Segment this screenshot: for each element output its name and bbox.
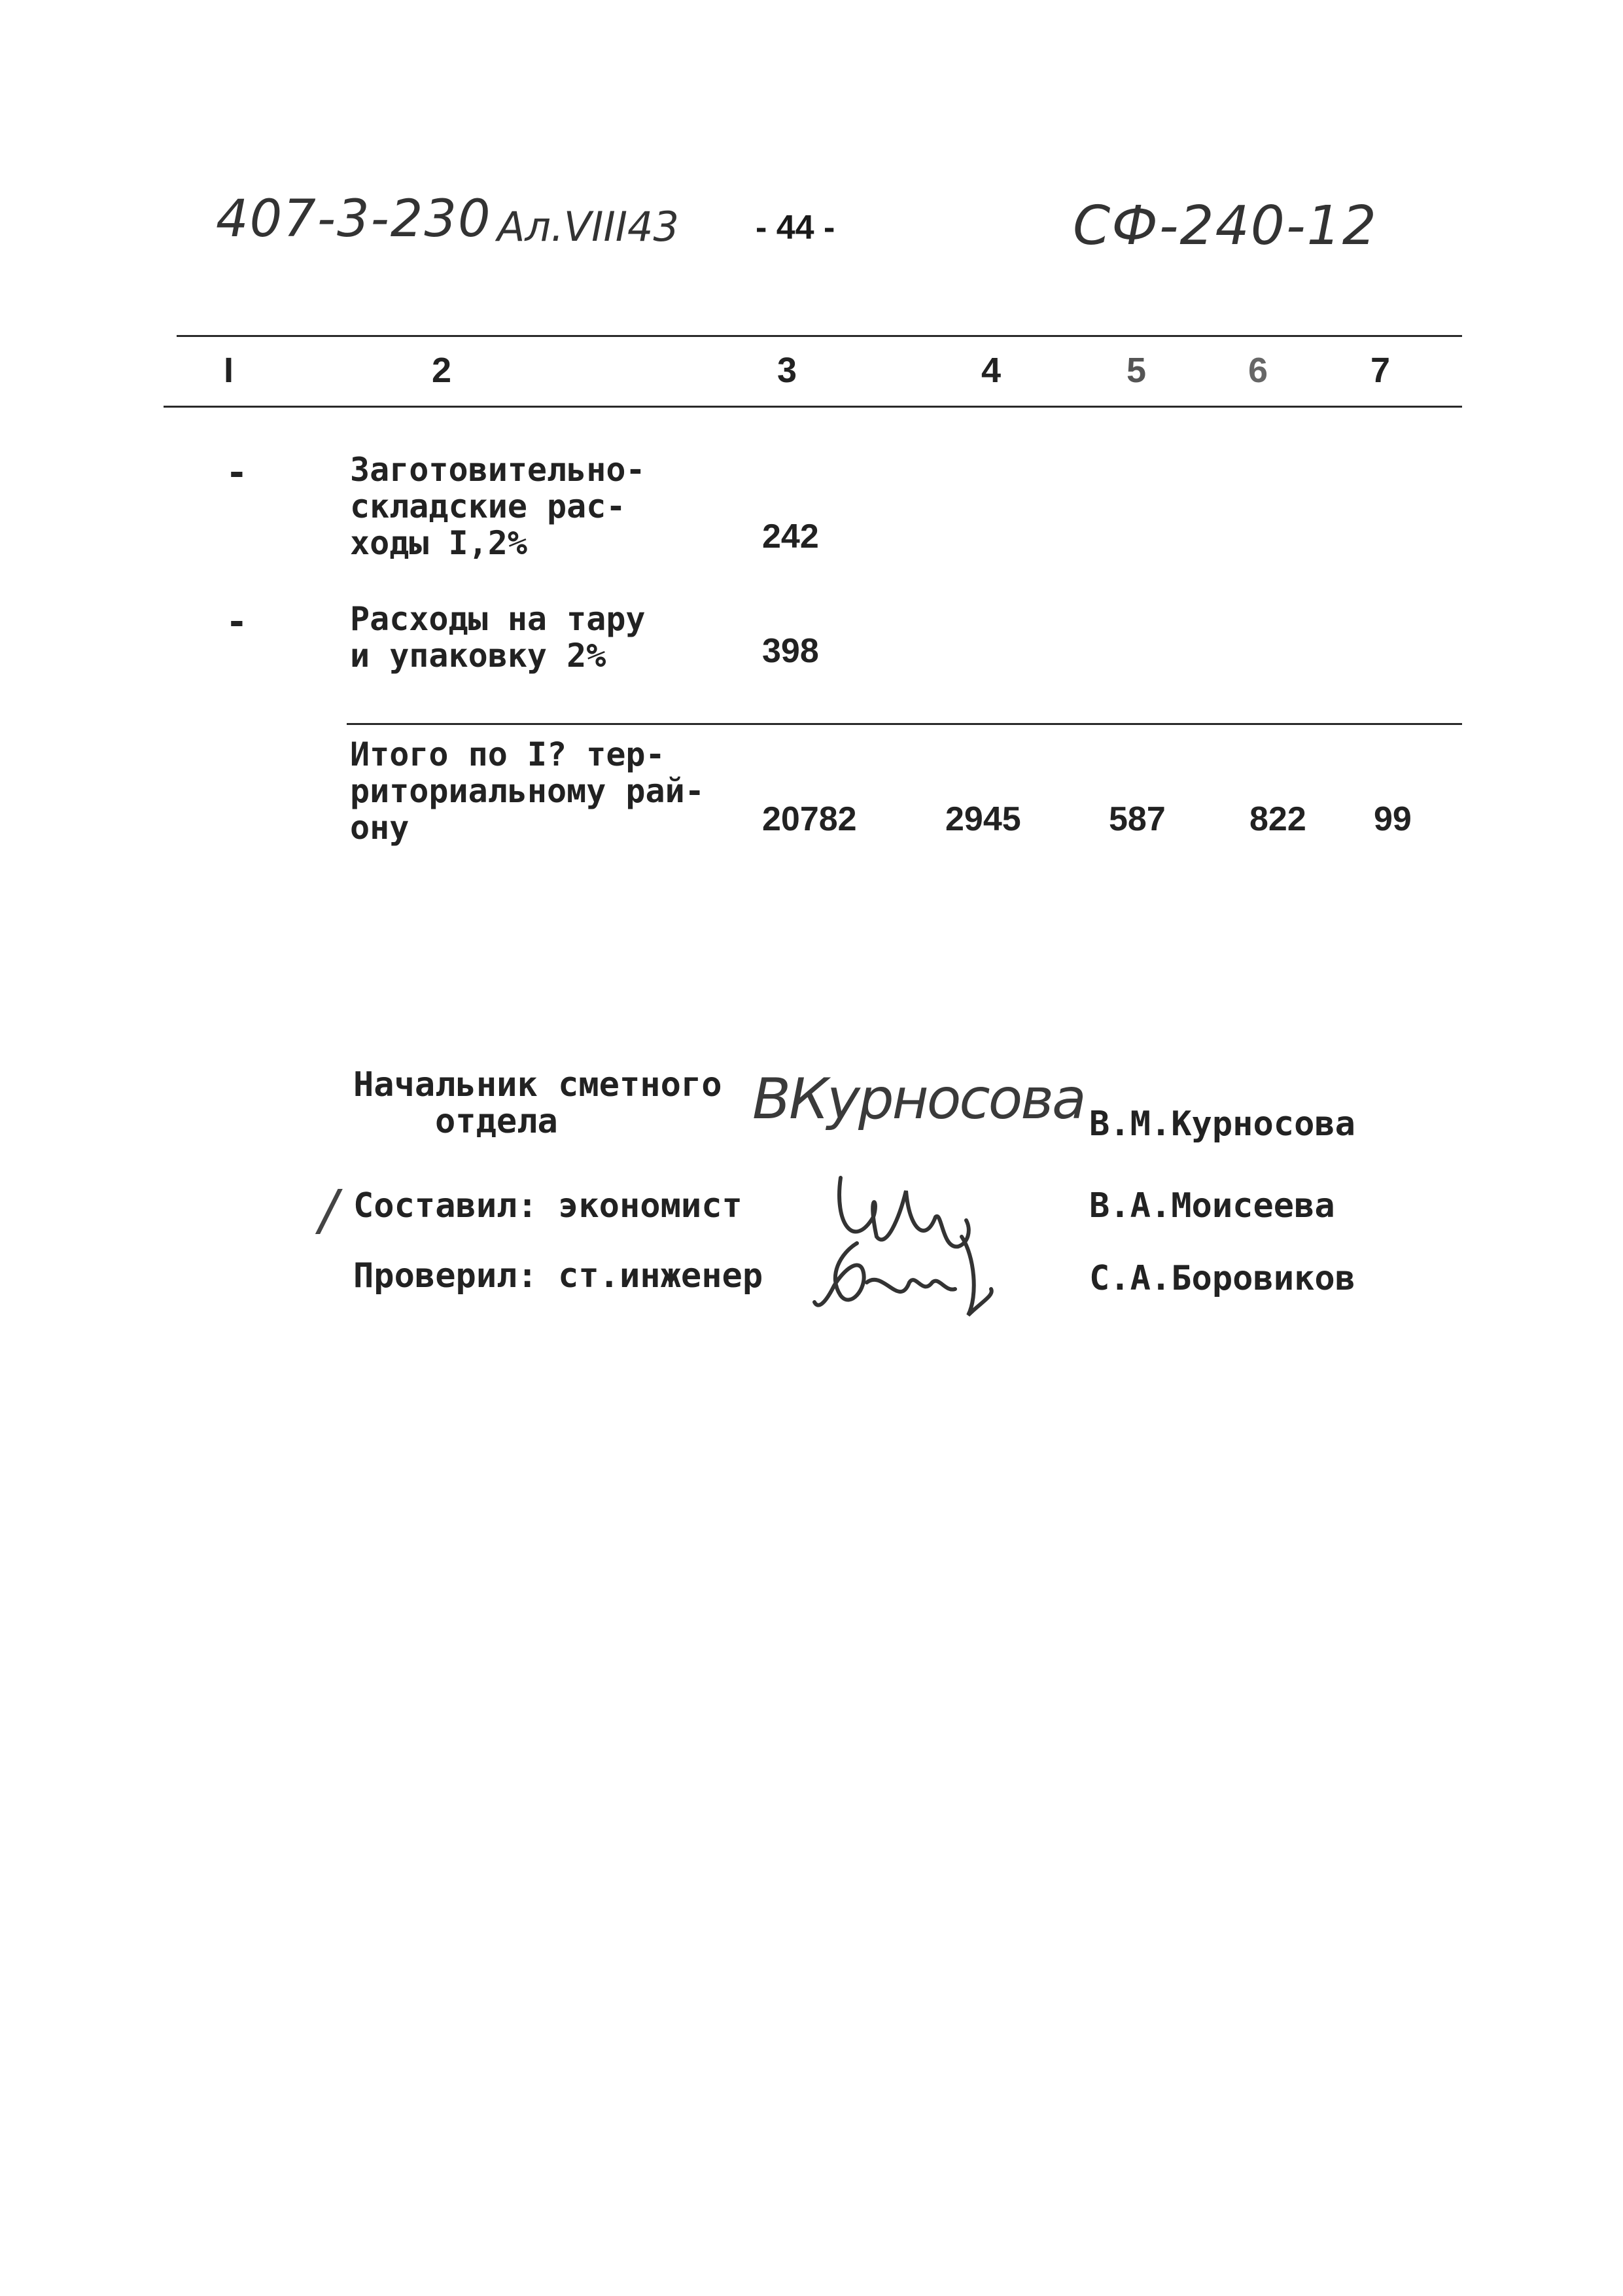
- col-header-6: 6: [1248, 351, 1268, 390]
- signer-handwritten-signature: ВКурносова: [752, 1067, 1085, 1132]
- total-rule: [347, 723, 1462, 725]
- table-header-rule: [164, 406, 1462, 408]
- col-header-4: 4: [981, 351, 1002, 390]
- total-col6: 822: [1249, 800, 1306, 838]
- col-header-2: 2: [432, 351, 452, 390]
- row-desc-line: и упаковку 2%: [350, 637, 606, 675]
- row-desc-line: складские рас-: [350, 487, 626, 525]
- series-code: СФ-240-12: [1073, 195, 1378, 257]
- signer-role: Начальник сметного: [353, 1065, 722, 1104]
- col-header-1: I: [224, 351, 234, 390]
- total-desc-line: Итого по I? тер-: [350, 735, 665, 773]
- row-marker: -: [226, 451, 248, 494]
- total-col5: 587: [1109, 800, 1166, 838]
- row-desc-line: Расходы на тару: [350, 600, 646, 638]
- row-marker: -: [226, 601, 248, 643]
- signer-name: С.А.Боровиков: [1089, 1259, 1355, 1298]
- total-desc-line: ону: [350, 809, 410, 847]
- margin-mark: /: [319, 1178, 338, 1242]
- page-number: - 44 -: [756, 209, 835, 247]
- row-desc-line: Заготовительно-: [350, 451, 646, 489]
- signer-role: отдела: [435, 1102, 558, 1141]
- table-top-rule: [177, 335, 1462, 337]
- signer-name: В.М.Курносова: [1089, 1104, 1355, 1144]
- row-value-col3: 398: [762, 632, 819, 670]
- total-col7: 99: [1374, 800, 1412, 838]
- col-header-3: 3: [777, 351, 797, 390]
- total-desc-line: риториальному рай-: [350, 772, 705, 810]
- row-value-col3: 242: [762, 518, 819, 556]
- album-ref: Ал.VIII43: [497, 203, 679, 251]
- doc-code: 407-3-230: [216, 190, 492, 249]
- total-col3: 20782: [762, 800, 857, 838]
- signer-name: В.А.Моисеева: [1089, 1186, 1335, 1226]
- col-header-5: 5: [1126, 351, 1147, 390]
- row-desc-line: ходы I,2%: [350, 524, 527, 562]
- signer-role: Проверил: ст.инженер: [353, 1256, 763, 1296]
- signature-borovikov: [805, 1197, 1001, 1322]
- total-col4: 2945: [945, 800, 1021, 838]
- signer-role: Составил: экономист: [353, 1186, 742, 1226]
- col-header-7: 7: [1370, 351, 1391, 390]
